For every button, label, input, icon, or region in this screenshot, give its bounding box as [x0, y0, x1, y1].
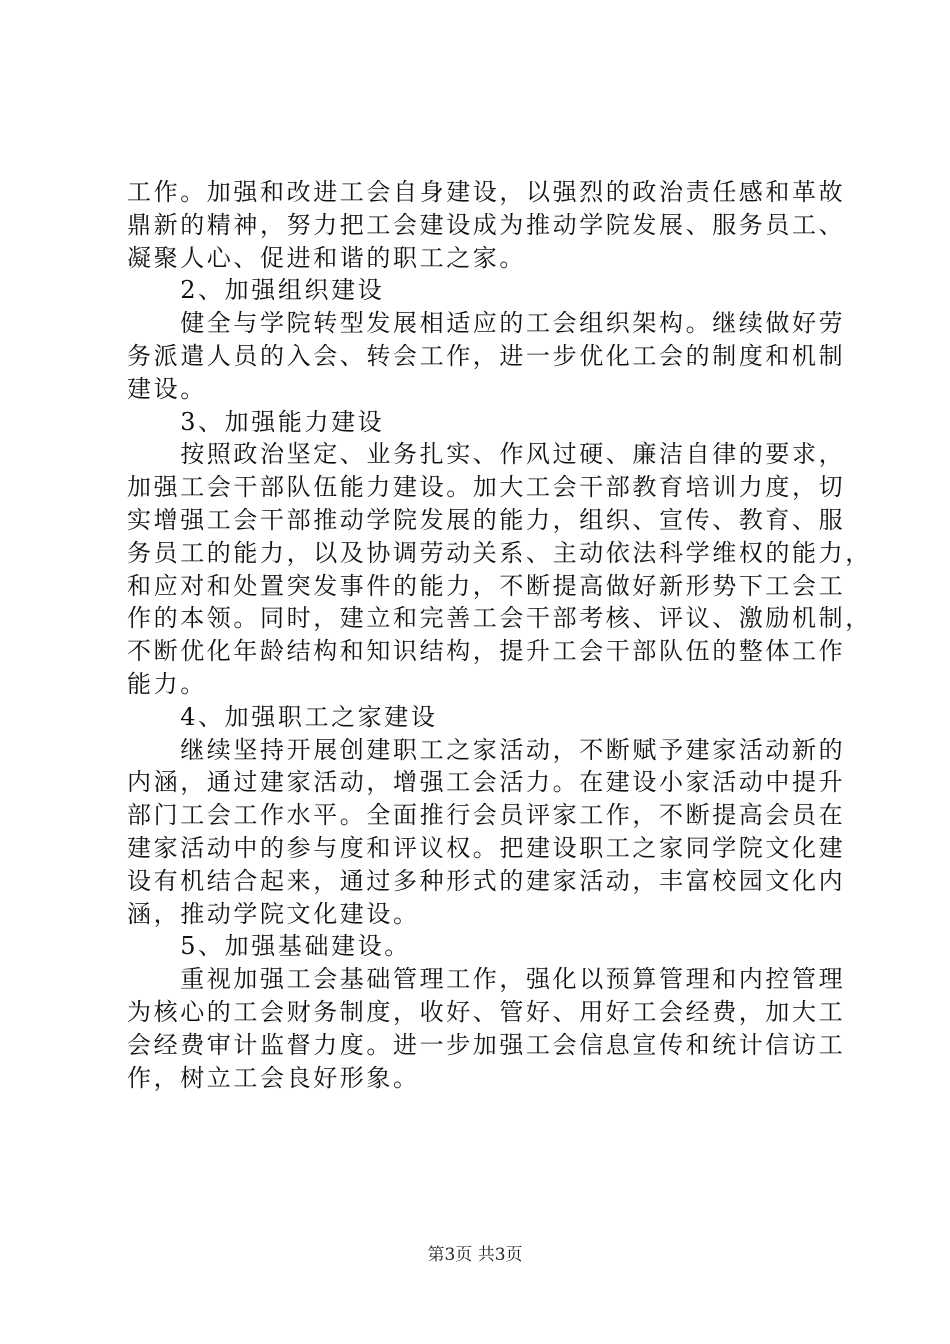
text-line: 务员工的能力，以及协调劳动关系、主动依法科学维权的能力，	[127, 538, 872, 567]
text-line: 内涵，通过建家活动，增强工会活力。在建设小家活动中提升	[127, 768, 846, 797]
text-line: 涵，推动学院文化建设。	[127, 899, 420, 928]
text-line: 凝聚人心、促进和谐的职工之家。	[127, 243, 526, 272]
text-line: 建家活动中的参与度和评议权。把建设职工之家同学院文化建	[127, 833, 846, 862]
text-line: 能力。	[127, 669, 207, 698]
text-line: 设有机结合起来，通过多种形式的建家活动，丰富校园文化内	[127, 866, 846, 895]
text-line: 务派遣人员的入会、转会工作，进一步优化工会的制度和机制	[127, 341, 846, 370]
text-line: 部门工会工作水平。全面推行会员评家工作，不断提高会员在	[127, 801, 846, 830]
text-line: 重视加强工会基础管理工作，强化以预算管理和内控管理	[127, 965, 846, 994]
text-line: 加强工会干部队伍能力建设。加大工会干部教育培训力度，切	[127, 473, 846, 502]
text-line: 健全与学院转型发展相适应的工会组织架构。继续做好劳	[127, 309, 846, 338]
section-heading: 2、加强组织建设	[127, 276, 385, 305]
section-heading: 3、加强能力建设	[127, 407, 385, 436]
section-heading: 4、加强职工之家建设	[127, 702, 438, 731]
text-line: 不断优化年龄结构和知识结构，提升工会干部队伍的整体工作	[127, 637, 846, 666]
text-line: 实增强工会干部推动学院发展的能力，组织、宣传、教育、服	[127, 505, 846, 534]
text-line: 按照政治坚定、业务扎实、作风过硬、廉洁自律的要求，	[127, 440, 846, 469]
text-line: 和应对和处置突发事件的能力，不断提高做好新形势下工会工	[127, 571, 846, 600]
text-line: 作的本领。同时，建立和完善工会干部考核、评议、激励机制，	[127, 604, 872, 633]
text-line: 建设。	[127, 374, 207, 403]
text-line: 作，树立工会良好形象。	[127, 1063, 420, 1092]
text-line: 鼎新的精神，努力把工会建设成为推动学院发展、服务员工、	[127, 210, 846, 239]
section-heading: 5、加强基础建设。	[127, 932, 411, 961]
text-line: 工作。加强和改进工会自身建设，以强烈的政治责任感和革故	[127, 178, 846, 206]
document-body	[127, 176, 872, 1094]
text-line: 继续坚持开展创建职工之家活动，不断赋予建家活动新的	[127, 735, 846, 764]
page-number-footer: 第3页 共3页	[427, 1245, 523, 1265]
text-line: 会经费审计监督力度。进一步加强工会信息宣传和统计信访工	[127, 1030, 846, 1059]
text-line: 为核心的工会财务制度，收好、管好、用好工会经费，加大工	[127, 997, 846, 1026]
